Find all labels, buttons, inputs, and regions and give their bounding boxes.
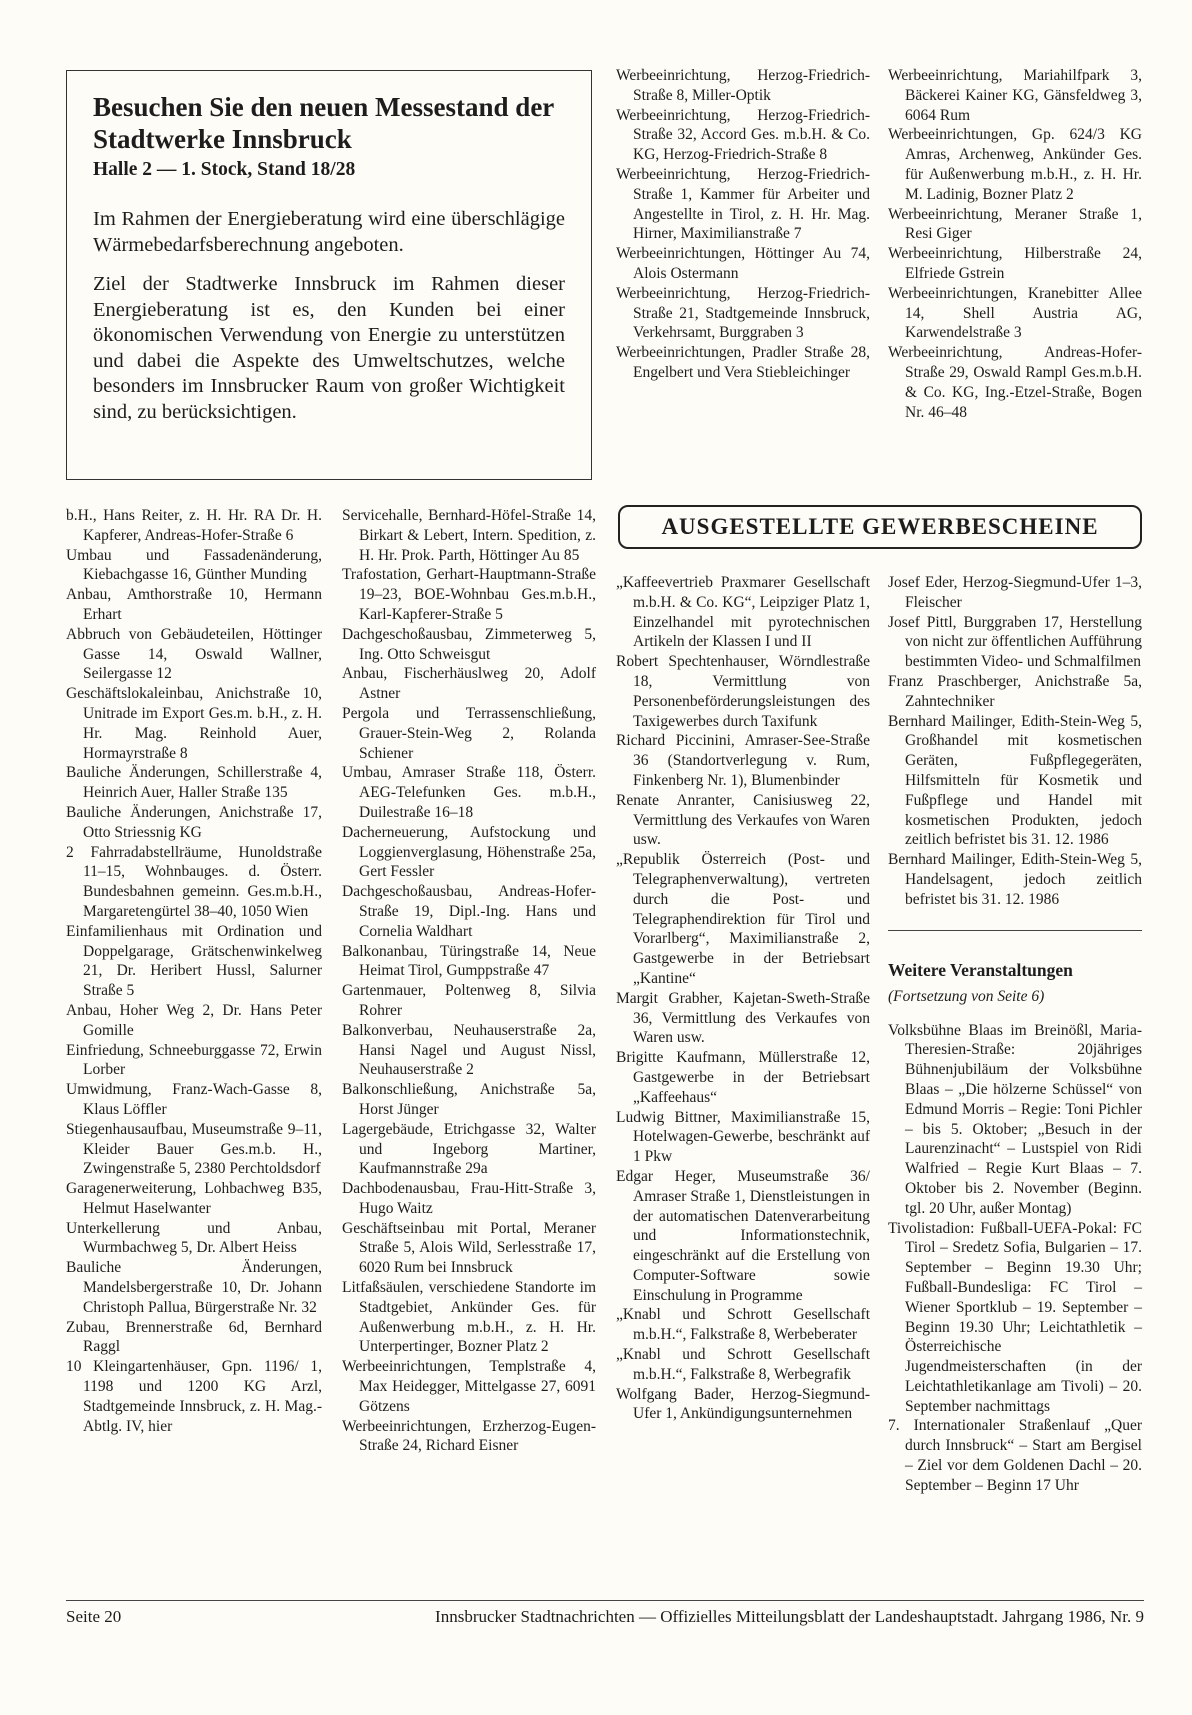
masthead: Innsbrucker Stadtnachrichten — Offizielles Mitteilungsblatt der Landeshauptstadt. Jahrgang 1986, Nr. 9 [435,1607,1144,1626]
section-divider [888,930,1142,931]
list-item: Volksbühne Blaas im Breinößl, Maria-Theresien-Straße: 20jähriges Bühnenjubiläum der Volksbühne Blaas – „Die hölzerne Schüssel“ von Edmund Morris – Regie: Toni Pichler – bis 5. Oktober; „Besuch in der Laurenzinacht“ – Lustspiel von Ridi Walfried – Regie Kurt Blaas – 7. Oktober bis 2. November (Beginn. tgl. 20 Uhr, außer Montag) [888,1021,1142,1217]
list-item: Brigitte Kaufmann, Müllerstraße 12, Gastgewerbe in der Betriebsart „Kaffeehaus“ [616,1049,870,1106]
list-item: b.H., Hans Reiter, z. H. Hr. RA Dr. H. Kapferer, Andreas-Hofer-Straße 6 [66,507,322,544]
list-item: Wolfgang Bader, Herzog-Siegmund-Ufer 1, Ankündigungsunternehmen [616,1385,870,1423]
list-item: Bernhard Mailinger, Edith-Stein-Weg 5, Handelsagent, jedoch zeitlich befristet bis 31. 12. 1986 [888,851,1142,908]
list-item: Anbau, Hoher Weg 2, Dr. Hans Peter Gomille [66,1001,322,1039]
list-item: 7. Internationaler Straßenlauf „Quer durch Innsbruck“ – Start am Bergisel – Ziel vor dem Goldenen Dachl – 20. September – Beginn 17 Uhr [888,1417,1142,1494]
list-item: Werbeeinrichtungen, Höttinger Au 74, Alois Ostermann [616,245,870,282]
list-item: Werbeeinrichtungen, Erzherzog-Eugen-Straße 24, Richard Eisner [342,1417,596,1455]
list-item: Einfamilienhaus mit Ordination und Doppelgarage, Grätschenwinkelweg 21, Dr. Heribert Hussl, Salurner Straße 5 [66,922,322,1000]
list-item: Einfriedung, Schneeburggasse 72, Erwin Lorber [66,1041,322,1079]
list-item: Litfaßsäulen, verschiedene Standorte im Stadtgebiet, Ankünder Ges. für Außenwerbung m.b.H., z. H. Hr. Unterpertinger, Bozner Platz 2 [342,1279,596,1356]
list-item: Renate Anranter, Canisiusweg 22, Vermittlung des Verkaufes von Waren usw. [616,791,870,849]
list-item: Richard Piccinini, Amraser-See-Straße 36 (Standortverlegung v. Rum, Finkenberg Nr. 1), Blumenbinder [616,732,870,789]
list-item: Umwidmung, Franz-Wach-Gasse 8, Klaus Löffler [66,1081,322,1118]
list-item: Margit Grabher, Kajetan-Sweth-Straße 36, Vermittlung des Verkaufes von Waren usw. [616,989,870,1047]
list-item: Robert Spechtenhauser, Wörndlestraße 18, Vermittlung von Personenbeförderungsleistungen des Taxigewerbes durch Taxifunk [616,653,870,730]
list-item: Balkonverbau, Neuhauserstraße 2a, Hansi Nagel und August Nissl, Neuhauserstraße 2 [342,1021,596,1079]
list-item: „Knabl und Schrott Gesellschaft m.b.H.“, Falkstraße 8, Werbeberater [616,1306,870,1344]
gewerbe-column-4 [888,573,1142,1496]
list-item: Werbeeinrichtung, Mariahilfpark 3, Bäckerei Kainer KG, Gänsfeldweg 3, 6064 Rum [888,67,1142,124]
list-item: Werbeeinrichtung, Herzog-Friedrich-Straße 1, Kammer für Arbeiter und Angestellte in Tirol, z. H. Hr. Mag. Hirner, Maximilianstraße 7 [616,165,870,243]
list-item: Werbeeinrichtungen, Pradler Straße 28, Engelbert und Vera Stiebleichinger [616,344,870,381]
werbe-column-4 [888,66,1142,422]
list-item: Dachgeschoßausbau, Andreas-Hofer-Straße 19, Dipl.-Ing. Hans und Cornelia Waldhart [342,883,596,940]
list-item: Stiegenhausaufbau, Museumstraße 9–11, Kleider Bauer Ges.m.b. H., Zwingenstraße 5, 2380 Perchtoldsdorf [66,1120,322,1178]
messestand-box [66,70,592,480]
list-item: „Republik Österreich (Post- und Telegraphenverwaltung), vertreten durch die Post- und Telegraphendirektion für Tirol und Vorarlberg“, Maximilianstraße 2, Gastgewerbe in der Betriebsart „Kantine“ [616,851,870,987]
list-item: Trafostation, Gerhart-Hauptmann-Straße 19–23, BOE-Wohnbau Ges.m.b.H., Karl-Kapferer-Straße 5 [342,566,596,623]
veranstaltungen-subheading: (Fortsetzung von Seite 6) [888,987,1045,1005]
gewerbe-column-3 [616,573,870,1424]
box-title: Besuchen Sie den neuen Messestand der Stadtwerke Innsbruck [93,92,554,154]
list-item: Anbau, Amthorstraße 10, Hermann Erhart [66,586,322,623]
list-item: Zubau, Brennerstraße 6d, Bernhard Raggl [66,1318,322,1356]
list-item: Geschäftslokaleinbau, Anichstraße 10, Unitrade im Export Ges.m. b.H., z. H. Hr. Mag. Reinhold Auer, Hormayrstraße 8 [66,685,322,762]
list-item: Werbeeinrichtung, Herzog-Friedrich-Straße 8, Miller-Optik [616,67,870,104]
list-item: „Kaffeevertrieb Praxmarer Gesellschaft m.b.H. & Co. KG“, Leipziger Platz 1, Einzelhandel mit pyrotechnischen Artikeln der Klassen I und II [616,574,870,651]
gewerbescheine-heading: AUSGESTELLTE GEWERBESCHEINE [618,505,1142,549]
box-paragraph: Im Rahmen der Energieberatung wird eine überschlägige Wärmebedarfsberechnung angeboten. [93,208,565,256]
veranstaltungen-heading: Weitere Veranstaltungen [888,959,1073,980]
list-item: Pergola und Terrassenschließung, Grauer-Stein-Weg 2, Rolanda Schiener [342,704,596,762]
list-item: Abbruch von Gebäudeteilen, Höttinger Gasse 14, Oswald Wallner, Seilergasse 12 [66,625,322,683]
list-item: Anbau, Fischerhäuslweg 20, Adolf Astner [342,665,596,703]
list-item: Werbeeinrichtungen, Templstraße 4, Max Heidegger, Mittelgasse 27, 6091 Götzens [342,1358,596,1415]
list-item: Dacherneuerung, Aufstockung und Loggienverglasung, Höhenstraße 25a, Gert Fessler [342,823,596,881]
list-item: Josef Eder, Herzog-Siegmund-Ufer 1–3, Fleischer [888,574,1142,611]
list-item: Edgar Heger, Museumstraße 36/ Amraser Straße 1, Dienstleistungen in der automatischen Datenverarbeitung und Informationstechnik, eingeschränkt auf die Erstellung von Computer-Software sowie Einschulung in Programme [616,1167,870,1304]
list-item: Garagenerweiterung, Lohbachweg B35, Helmut Haselwanter [66,1180,322,1217]
list-item: Franz Praschberger, Anichstraße 5a, Zahntechniker [888,672,1142,710]
footer-rule [66,1600,1144,1601]
list-item: Gartenmauer, Poltenweg 8, Silvia Rohrer [342,982,596,1019]
list-item: Werbeeinrichtung, Hilberstraße 24, Elfriede Gstrein [888,245,1142,282]
werbe-column-3 [616,66,870,383]
list-item: Umbau, Amraser Straße 118, Österr. AEG-Telefunken Ges. m.b.H., Duilestraße 16–18 [342,764,596,821]
list-item: Servicehalle, Bernhard-Höfel-Straße 14, Birkart & Lebert, Intern. Spedition, z. H. Hr. Prok. Parth, Höttinger Au 85 [342,507,596,564]
list-item: Dachbodenausbau, Frau-Hitt-Straße 3, Hugo Waitz [342,1180,596,1217]
list-item: 2 Fahrradabstellräume, Hunoldstraße 11–15, Wohnbauges. d. Österr. Bundesbahnen gemeinn. Ges.m.b.H., Margaretengürtel 38–40, 1050 Wien [66,843,322,920]
list-item: Werbeeinrichtungen, Kranebitter Allee 14, Shell Austria AG, Karwendelstraße 3 [888,284,1142,342]
list-item: Werbeeinrichtung, Andreas-Hofer-Straße 29, Oswald Rampl Ges.m.b.H. & Co. KG, Ing.-Etzel-Straße, Bogen Nr. 46–48 [888,344,1142,421]
list-item: Ludwig Bittner, Maximilianstraße 15, Hotelwagen-Gewerbe, beschränkt auf 1 Pkw [616,1108,870,1166]
bau-column-1 [66,506,322,1436]
list-item: „Knabl und Schrott Gesellschaft m.b.H.“, Falkstraße 8, Werbegrafik [616,1346,870,1383]
list-item: 10 Kleingartenhäuser, Gpn. 1196/ 1, 1198 und 1200 KG Arzl, Stadtgemeinde Innsbruck, z. H. Mag.-Abtlg. IV, hier [66,1358,322,1435]
list-item: Bauliche Änderungen, Schillerstraße 4, Heinrich Auer, Haller Straße 135 [66,764,322,802]
list-item: Bernhard Mailinger, Edith-Stein-Weg 5, Großhandel mit kosmetischen Geräten, Fußpflegegeräten, Hilfsmitteln für Kosmetik und Fußpflege und Handel mit kosmetischen Produkten, jedoch zeitlich befristet bis 31. 12. 1986 [888,712,1142,849]
box-paragraph: Ziel der Stadtwerke Innsbruck im Rahmen dieser Energieberatung ist es, den Kunden bei einer ökonomischen Verwendung von Energie zu unterstützen und dabei die Aspekte des Umweltschutzes, welche besonders im Innsbrucker Raum von großer Wichtigkeit sind, zu berücksichtigen. [93,273,565,423]
list-item: Dachgeschoßausbau, Zimmeterweg 5, Ing. Otto Schweisgut [342,625,596,663]
list-item: Umbau und Fassadenänderung, Kiebachgasse 16, Günther Munding [66,546,322,584]
list-item: Balkonschließung, Anichstraße 5a, Horst Jünger [342,1081,596,1118]
page-number: Seite 20 [66,1607,122,1626]
box-subtitle: Halle 2 — 1. Stock, Stand 18/28 [93,159,356,180]
bau-column-2 [342,506,596,1456]
list-item: Unterkellerung und Anbau, Wurmbachweg 5, Dr. Albert Heiss [66,1219,322,1257]
list-item: Werbeeinrichtung, Herzog-Friedrich-Straße 32, Accord Ges. m.b.H. & Co. KG, Herzog-Friedrich-Straße 8 [616,106,870,164]
list-item: Josef Pittl, Burggraben 17, Herstellung von nicht zur öffentlichen Aufführung bestimmten Video- und Schmalfilmen [888,613,1142,671]
list-item: Tivolistadion: Fußball-UEFA-Pokal: FC Tirol – Sredetz Sofia, Bulgarien – 17. September – Beginn 19.30 Uhr; Fußball-Bundesliga: FC Tirol – Wiener Sportklub – 19. September – Beginn 19.30 Uhr; Leichtathletik – Österreichische Jugendmeisterschaften (in der Leichtathletikanlage am Tivoli) – 20. September nachmittags [888,1219,1142,1415]
list-item: Geschäftseinbau mit Portal, Meraner Straße 5, Alois Wild, Serlesstraße 17, 6020 Rum bei Innsbruck [342,1219,596,1277]
list-item: Werbeeinrichtungen, Gp. 624/3 KG Amras, Archenweg, Ankünder Ges. für Außenwerbung m.b.H., z. H. Hr. M. Ladinig, Bozner Platz 2 [888,126,1142,203]
list-item: Lagergebäude, Etrichgasse 32, Walter und Ingeborg Martiner, Kaufmannstraße 29a [342,1120,596,1178]
list-item: Bauliche Änderungen, Anichstraße 17, Otto Striessnig KG [66,803,322,841]
list-item: Balkonanbau, Türingstraße 14, Neue Heimat Tirol, Gumppstraße 47 [342,942,596,980]
list-item: Werbeeinrichtung, Meraner Straße 1, Resi Giger [888,205,1142,243]
list-item: Werbeeinrichtung, Herzog-Friedrich-Straße 21, Stadtgemeinde Innsbruck, Verkehrsamt, Burggraben 3 [616,284,870,342]
list-item: Bauliche Änderungen, Mandelsbergerstraße 10, Dr. Johann Christoph Pallua, Bürgerstraße Nr. 32 [66,1259,322,1316]
